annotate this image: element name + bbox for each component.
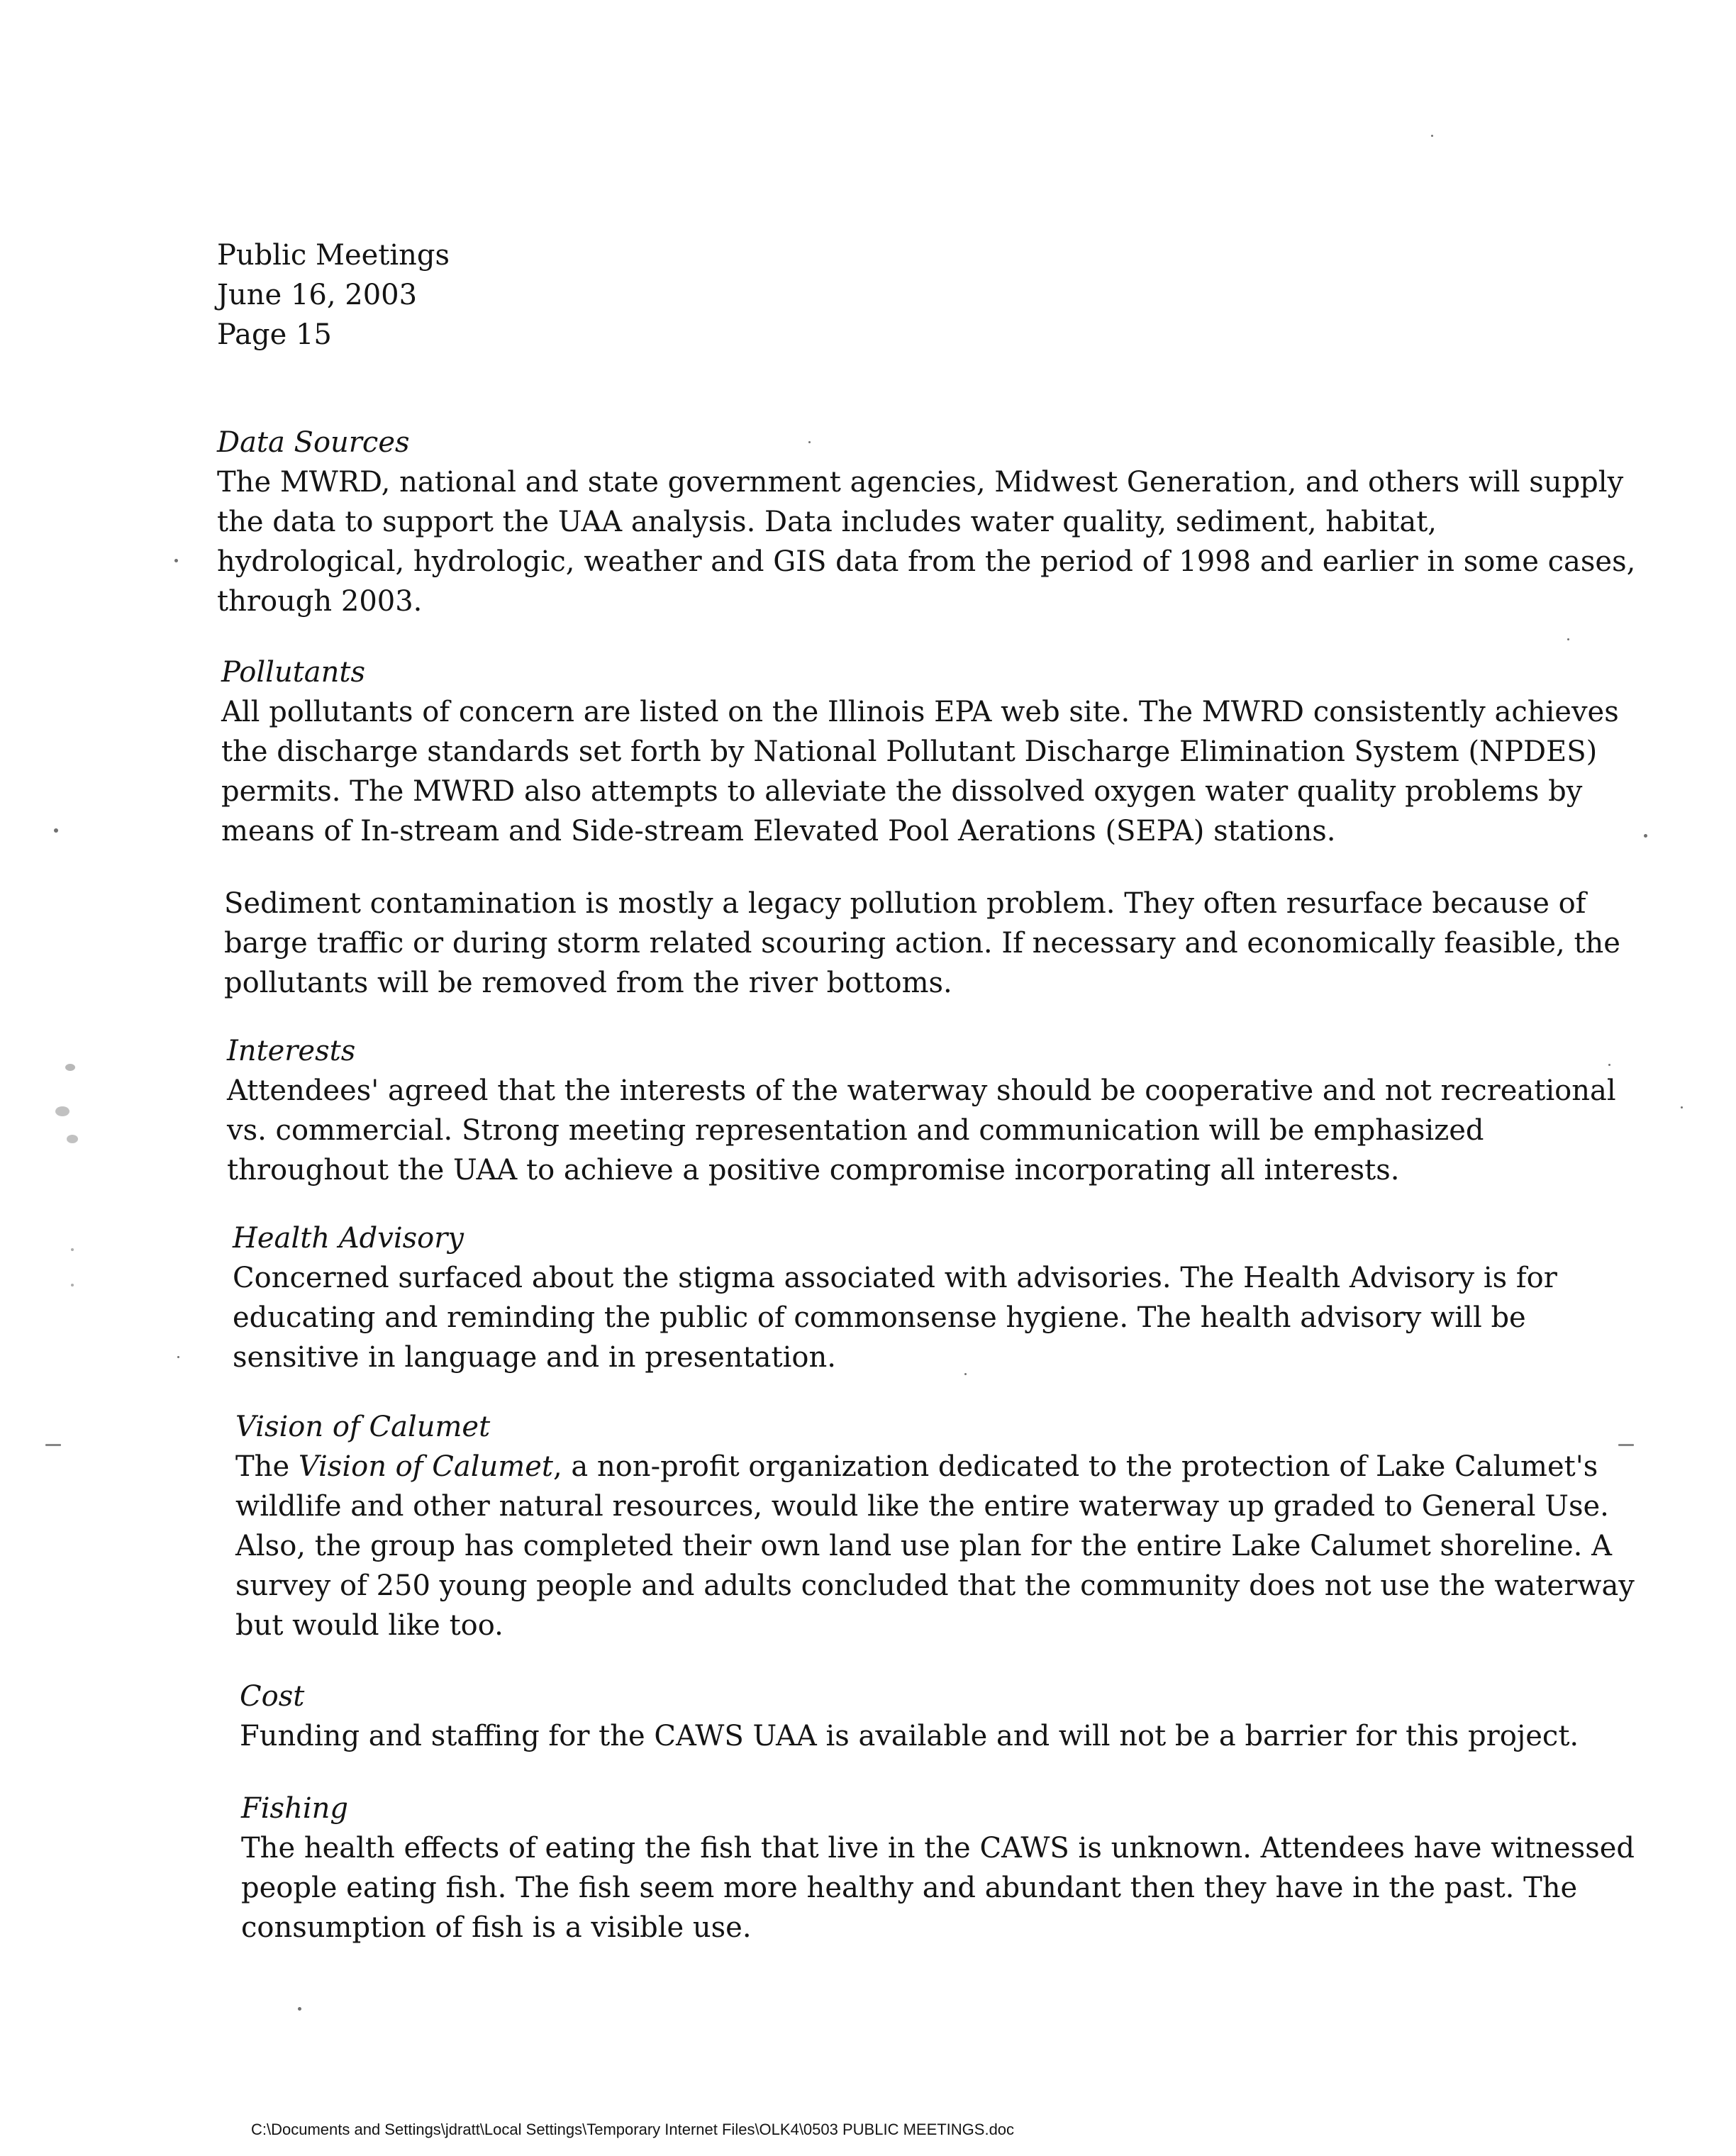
scan-speck <box>45 1444 61 1446</box>
scan-speck <box>1644 834 1647 838</box>
section-health-advisory <box>233 1218 1566 1377</box>
section-body <box>224 884 1620 1003</box>
section-heading: Health Advisory <box>233 1222 464 1255</box>
line-prefix: The <box>235 1450 299 1483</box>
header-date: June 16, 2003 <box>217 279 418 311</box>
paragraph-line: The MWRD, national and state government agencies, Midwest Generation, and others will supply <box>217 466 1624 499</box>
paragraph-line: through 2003. <box>217 585 423 618</box>
section-heading: Fishing <box>241 1792 348 1825</box>
paragraph-line: but would like too. <box>235 1609 503 1642</box>
organization-name: Vision of Calumet <box>298 1450 553 1483</box>
paragraph-line: survey of 250 young people and adults concluded that the community does not use the waterway <box>235 1569 1635 1602</box>
section-body <box>235 1447 1635 1645</box>
header-title: Public Meetings <box>217 239 450 272</box>
section-cost <box>240 1677 1579 1756</box>
scan-speck <box>174 559 178 562</box>
paragraph-line: people eating fish. The fish seem more healthy and abundant then they have in the past. The <box>241 1872 1578 1904</box>
paragraph-line: vs. commercial. Strong meeting representation and communication will be emphasized <box>227 1114 1484 1147</box>
section-interests <box>227 1031 1616 1190</box>
section-vision-of-calumet <box>235 1407 1635 1645</box>
section-fishing <box>241 1789 1635 1947</box>
section-pollutants-continued <box>224 884 1620 1003</box>
scan-speck <box>71 1284 74 1287</box>
section-body <box>241 1828 1635 1947</box>
paragraph-line: Also, the group has completed their own land use plan for the entire Lake Calumet shoreline. A <box>235 1530 1612 1562</box>
paragraph-line: the data to support the UAA analysis. Data includes water quality, sediment, habitat, <box>217 506 1437 538</box>
paragraph-line: throughout the UAA to achieve a positive compromise incorporating all interests. <box>227 1154 1400 1187</box>
section-pollutants <box>221 652 1619 851</box>
line-suffix: , a non-profit organization dedicated to the protection of Lake Calumet's <box>552 1450 1598 1483</box>
scan-speck <box>1608 1064 1610 1066</box>
paragraph-line: the discharge standards set forth by National Pollutant Discharge Elimination System (NPDES) <box>221 735 1598 768</box>
scan-speck <box>1431 135 1433 137</box>
paragraph-line: wildlife and other natural resources, would like the entire waterway up graded to General Use. <box>235 1490 1609 1523</box>
scan-speck <box>964 1373 967 1375</box>
paragraph-line: All pollutants of concern are listed on the Illinois EPA web site. The MWRD consistently achieves <box>221 696 1619 728</box>
section-heading: Vision of Calumet <box>235 1411 491 1443</box>
scan-speck <box>65 1064 75 1071</box>
scan-speck <box>808 441 811 443</box>
section-heading: Interests <box>227 1035 356 1067</box>
section-heading: Cost <box>240 1680 305 1713</box>
scan-speck <box>177 1356 179 1358</box>
section-body <box>221 692 1619 851</box>
header-page-number: Page 15 <box>217 318 332 351</box>
section-body <box>217 462 1636 621</box>
paragraph-line: Sediment contamination is mostly a legacy pollution problem. They often resurface because of <box>224 887 1586 920</box>
scan-speck <box>1681 1106 1683 1108</box>
scan-speck <box>1618 1444 1634 1446</box>
paragraph-line: permits. The MWRD also attempts to alleviate the dissolved oxygen water quality problems by <box>221 775 1583 808</box>
file-path-footer: C:\Documents and Settings\jdratt\Local Settings\Temporary Internet Files\OLK4\0503 PUBLIC MEETINGS.doc <box>251 2121 1015 2138</box>
paragraph-line <box>235 1447 1598 1487</box>
section-body <box>240 1716 1579 1756</box>
paragraph-line: consumption of fish is a visible use. <box>241 1911 752 1944</box>
section-heading: Pollutants <box>221 656 366 689</box>
section-data-sources <box>217 423 1636 621</box>
paragraph-line: Attendees' agreed that the interests of the waterway should be cooperative and not recreational <box>227 1074 1616 1107</box>
paragraph-line: hydrological, hydrologic, weather and GIS data from the period of 1998 and earlier in some cases, <box>217 545 1636 578</box>
paragraph-line: The health effects of eating the fish that live in the CAWS is unknown. Attendees have witnessed <box>241 1832 1635 1865</box>
paragraph-line: Funding and staffing for the CAWS UAA is available and will not be a barrier for this project. <box>240 1720 1579 1752</box>
paragraph-line: educating and reminding the public of commonsense hygiene. The health advisory will be <box>233 1301 1526 1334</box>
section-body <box>233 1258 1566 1377</box>
scan-speck <box>1567 638 1569 640</box>
paragraph-line: barge traffic or during storm related scouring action. If necessary and economically feasible, the <box>224 927 1620 960</box>
paragraph-line: means of In-stream and Side-stream Elevated Pool Aerations (SEPA) stations. <box>221 815 1336 848</box>
scan-speck <box>298 2007 301 2011</box>
section-body <box>227 1071 1616 1190</box>
scan-speck <box>71 1248 74 1251</box>
paragraph-line: pollutants will be removed from the river bottoms. <box>224 967 952 999</box>
scan-speck <box>54 828 58 833</box>
section-heading: Data Sources <box>217 426 410 459</box>
paragraph-line: Concerned surfaced about the stigma associated with advisories. The Health Advisory is for <box>233 1262 1557 1294</box>
paragraph-line: sensitive in language and in presentation. <box>233 1341 836 1374</box>
scan-speck <box>67 1135 78 1143</box>
page-header <box>217 235 450 355</box>
scan-speck <box>55 1106 69 1116</box>
